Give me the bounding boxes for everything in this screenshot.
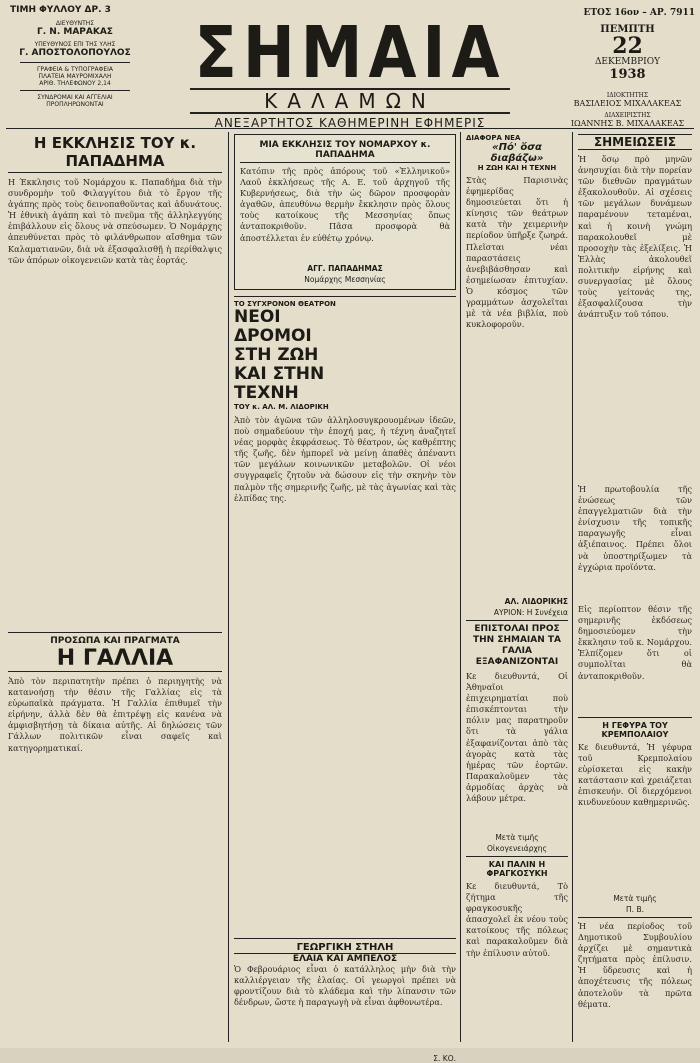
col4-headline: ΣΗΜΕΙΩΣΕΙΣ [578, 134, 692, 150]
col2-sub-headline: ΕΛΑΙΑ ΚΑΙ ΑΜΠΕΛΟΣ [292, 954, 398, 964]
offices-address: ΠΛΑΤΕΙΑ ΜΑΥΡΟΜΙΧΑΛΗ [38, 73, 112, 80]
owner-label: ΙΔΙΟΚΤΗΤΗΣ [606, 92, 649, 99]
editor-name: Γ. ΑΠΟΣΤΟΛΟΠΟΥΛΟΣ [19, 48, 131, 58]
phone: ΑΡΙΘ. ΤΗΛΕΦΩΝΟΥ 2,14 [39, 80, 111, 87]
article-body: Ἀπὸ τὸν ἀγῶνα τῶν ἀλληλοσυγκρουομένων ἰδεῶν, ποὺ σημαδεύουν τὴν ἐποχή μας, ἡ τέχνη ἀναζητεῖ νέας μορφὰς ἐκφράσεως. Τὸ θέατρον, ὡς καθρέπτης τῆς ζωῆς, δὲν ἠμπορεῖ νὰ μείνῃ ἀπαθὲς ἀπέναντι τῶν μεγάλων κοινωνικῶν μεταβολῶν. Οἱ νέοι συγγραφεῖς ζητοῦν νὰ δώσουν εἰς τὴν σκηνὴν τὸν παλμὸν τῆς σημερινῆς ζωῆς, μὲ τὰς ἀγωνίας καὶ τὰς ἐλπίδας της. [234, 415, 456, 503]
col4-body: Ἠ ὅσῳ πρὸ μηνῶν ἀνησυχίαι διὰ τὴν πορείαν τῶν διεθνῶν πραγμάτων ἐξακολουθοῦν. Αἱ σχέσεις τῶν μεγάλων δυνάμεων παραμένουν τεταμέναι, καὶ ἡ κοινὴ γνώμη παρακολουθεῖ μὲ προσοχὴν τὰς ἐξελίξεις. Ἡ Ἑλλὰς ἀκολουθεῖ πολιτικὴν εἰρήνης καὶ συνεργασίας μὲ ὅλους τοὺς γείτονάς της, ἐξασφαλίζουσα τὴν ἀνάπτυξιν τοῦ τόπου. [578, 154, 692, 320]
issue-year: 1938 [609, 67, 646, 82]
box-headline: ΜΙΑ ΕΚΚΛΗΣΙΣ ΤΟΥ ΝΟΜΑΡΧΟΥ κ. ΠΑΠΑΔΗΜΑ [240, 140, 450, 163]
director-name: Γ. Ν. ΜΑΡΑΚΑΣ [37, 27, 113, 37]
col4-body4: Ἡ νέα περίοδος τοῦ Δημοτικοῦ Συμβουλίου ἀρχίζει μὲ σημαντικὰ ζητήματα πρὸς ἐπίλυσιν. Ἡ ὕδρευσις καὶ ἡ ἀποχέτευσις τῆς πόλεως ἀποτελοῦν τὰ πρῶτα θέματα. [578, 921, 692, 1009]
col4-sub-sign: Μετὰ τιμῆς [613, 894, 657, 903]
col3-headline: «Πό' ὅσα διαβάζω» [490, 142, 544, 164]
editor-label: ΥΠΕΥΘΥΝΟΣ ΕΠΙ ΤΗΣ ΥΛΗΣ [34, 41, 116, 48]
col4-sub-headline: Η ΓΕΦΥΡΑ ΤΟΥ ΚΡΕΜΠΟΛΑΙΟΥ [601, 721, 669, 739]
col4-sub-body: Κε διευθυντά, Ἡ γέφυρα τοῦ Κρεμπολαίου εὑρίσκεται εἰς κακὴν κατάστασιν καὶ χρειάζεται ἐπισκευήν. Οἱ διερχόμενοι κινδυνεύουν καθημερινῶς. [578, 742, 692, 808]
col2-sub-sign: Σ. ΚΟ. [433, 1054, 456, 1063]
box-body: Κατόπιν τῆς πρὸς ἀπόρους τοῦ «Ἑλληνικοῦ» Λαοῦ ἐκκλήσεως τῆς Α. Ε. τοῦ ἀρχηγοῦ τῆς Κυβερνήσεως, διὰ τὴν ὡς δῶρον προσφορὰν ἀγαθῶν, ἀπευθύνω θερμὴν ἔκκλησιν πρὸς ὅλους τοὺς κατοίκους τῆς Μεσσηνίας ὅπως ἀνταποκριθοῦν. Πᾶσα προσφορὰ θὰ ἀποστέλλεται ἐν εὐθέτῳ χρόνῳ. [240, 166, 450, 243]
col4-body2: Ἡ πρωτοβουλία τῆς ἑνώσεως τῶν ἐπαγγελματιῶν διὰ τὴν ἐνίσχυσιν τῆς τοπικῆς παραγωγῆς εἶναι ἀξιέπαινος. Πρέπει ὅλοι νὰ ὑποστηρίξωμεν τὰ ἐγχώρια προϊόντα. [578, 484, 692, 572]
column-2 [234, 134, 456, 1063]
col1-headline: Η ΕΚΚΛΗΣΙΣ ΤΟΥ κ. ΠΑΠΑΔΗΜΑ [8, 134, 222, 173]
letter-headline: ΕΠΙΣΤΟΛΑΙ ΠΡΟΣ ΤΗΝ ΣΗΜΑΙΑΝ ΤΑ ΓΑΛΙΑ ΕΞΑΦΑΝΙΖΟΝΤΑΙ [472, 624, 562, 667]
newspaper-subtitle: ΚΑΛΑΜΩΝ [190, 88, 510, 114]
manager-name: ΙΩΑΝΝΗΣ Β. ΜΙΧΑΛΑΚΕΑΣ [570, 119, 685, 128]
col2-sub-label: ΓΕΩΡΓΙΚΗ ΣΤΗΛΗ [234, 942, 456, 954]
offices-label: ΓΡΑΦΕΙΑ & ΤΥΠΟΓΡΑΦΕΙΑ [37, 66, 113, 73]
letter-sign: Μετὰ τιμῆς [495, 833, 539, 842]
column-4 [578, 134, 692, 1009]
article-author: ΤΟΥ κ. ΑΛ. Μ. ΛΙΔΟΡΙΚΗ [234, 403, 329, 411]
col3-sign: ΑΛ. ΛΙΔΟΡΙΚΗΣ [504, 597, 568, 606]
masthead [190, 10, 510, 130]
col3-sub-body: Κε διευθυντά, Τὸ ζήτημα τῆς φραγκοσυκῆς ἀπασχολεῖ ἐκ νέου τοὺς κατοίκους τῆς πόλεως καὶ παρακαλοῦμεν διὰ τὴν ἐπίλυσιν αὐτοῦ. [466, 881, 568, 958]
year-issue: ΕΤΟΣ 16ον – ΑΡ. 7911 [583, 8, 695, 18]
header-left-block [10, 6, 140, 108]
director-label: ΔΙΕΥΘΥΝΤΗΣ [55, 20, 95, 27]
column-3 [466, 134, 568, 1001]
col1-sub-label: ΠΡΟΣΩΠΑ ΚΑΙ ΠΡΑΓΜΑΤΑ [50, 636, 180, 646]
ads-label: ΣΥΝΔΡΟΜΑΙ ΚΑΙ ΑΓΓΕΛΙΑΙ [37, 94, 113, 101]
issue-month: ΔΕΚΕΜΒΡΙΟΥ [594, 57, 661, 67]
column-1 [8, 134, 222, 1062]
header-right-block [560, 8, 695, 132]
letter-sign2: Οἰκογενειάρχης [487, 844, 547, 853]
col3-label: ΔΙΑΦΟΡΑ ΝΕΑ [466, 134, 521, 142]
issue-date: 22 [612, 33, 643, 59]
ads-note: ΠΡΟΠΛΗΡΩΝΟΝΤΑΙ [46, 101, 104, 108]
col3-body: Στὰς Παρισινὰς ἐφημερίδας δημοσιεύεται ὅτι ἡ κίνησις τῶν θεάτρων κατὰ τὴν χειμερινὴν περίοδον ὑπῆρξε ζωηρά. Πλεῖσται νέαι παραστάσεις ἀνεβιβάσθησαν καὶ ἐσημείωσαν ἐπιτυχίαν. Ὁ κόσμος τῶν γραμμάτων ἀσχολεῖται μὲ τὰ νέα βιβλία, ποὺ κυκλοφοροῦν. [466, 175, 568, 330]
col1-sub-headline: Η ΓΑΛΛΙΑ [8, 646, 222, 672]
nomarch-appeal-box [234, 134, 456, 290]
col3-subhead: Η ΖΩΗ ΚΑΙ Η ΤΕΧΝΗ [477, 164, 557, 172]
col1-sub-body: Ἀπὸ τὸν περιπατητὴν πρέπει ὁ περιηγητὴς νὰ κατανοήσῃ τὴν θέσιν τῆς Γαλλίας εἰς τὰ εὐρωπαϊκὰ πράγματα. Ἡ Γαλλία ἐπιθυμεῖ τὴν εἰρήνην, ἀλλὰ δὲν θὰ ἐπιτρέψῃ εἰς κανένα νὰ ἀμφισβητήσῃ τὰ δίκαια αὐτῆς. Αἱ δηλώσεις τῶν Γάλλων πολιτικῶν εἶναι σαφεῖς καὶ κατηγορηματικαί. [8, 676, 222, 753]
col2-sub-body: Ὁ Φεβρουάριος εἶναι ὁ κατάλληλος μὴν διὰ τὴν καλλιέργειαν τῆς ἐλαίας. Οἱ γεωργοὶ πρέπει νὰ φροντίζουν διὰ τὸ κλάδεμα καὶ τὴν λίπανσιν τῶν δένδρων, ὥστε ἡ παραγωγὴ νὰ εἶναι ἀφθονωτέρα. [234, 964, 456, 1008]
issue-day: ΠΕΜΠΤΗ [600, 24, 655, 35]
col1-body: Η Έκκλησις τοῦ Νομάρχου κ. Παπαδήμα διὰ τὴν συνδρομὴν τοῦ Φιλαγγίτου διὰ τὸ ἔργον τῆς ἀγάπης πρὸς τοὺς δεινοπαθοῦντας καὶ ἀδυνάτους. Ἡ ἐθνικὴ ἀγάπη καὶ τὸ πνεῦμα τῆς ἀλληλεγγύης ἐπιβάλλουν εἰς ὅλους νὰ σπεύσωμεν. Ὁ Νομάρχης ἀπευθύνεται πρὸς τὸ φιλάνθρωπον αἴσθημα τῶν Καλαματιανῶν, διὰ νὰ ἐξασφαλισθῇ ἡ περίθαλψις τῶν ἀπόρων οἰκογενειῶν κατὰ τὰς ἑορτάς. [8, 177, 222, 265]
box-sign: ΑΓΓ. ΠΑΠΑΔΗΜΑΣ [307, 264, 383, 273]
owner-name: ΒΑΣΙΛΕΙΟΣ ΜΙΧΑΛΑΚΕΑΣ [573, 99, 682, 108]
manager-label: ΔΙΑΧΕΙΡΙΣΤΗΣ [604, 112, 651, 119]
col4-body3: Εἰς περίοπτον θέσιν τῆς σημερινῆς ἐκδόσεως δημοσιεύομεν τὴν ἔκκλησιν τοῦ κ. Νομάρχου. Ἐλπίζομεν ὅτι οἱ συμπολῖται θὰ ἀνταποκριθοῦν. [578, 604, 692, 681]
newspaper-title: ΣΗΜΑΙΑ [194, 10, 506, 95]
newspaper-tagline: ΑΝΕΞΑΡΤΗΤΟΣ ΚΑΘΗΜΕΡΙΝΗ ΕΦΗΜΕΡΙΣ [214, 116, 486, 130]
box-sign-role: Νομάρχης Μεσσηνίας [304, 275, 386, 284]
article-headline: ΝΕΟΙ ΔΡΟΜΟΙ ΣΤΗ ΖΩΗ ΚΑΙ ΣΤΗΝ ΤΕΧΝΗ [234, 307, 325, 403]
col3-sign-date: ΑΥΡΙΟΝ: Η Συνέχεια [493, 608, 568, 617]
col4-sub-sign2: Π. Β. [626, 905, 644, 914]
price: ΤΙΜΗ ΦΥΛΛΟΥ ΔΡ. 3 [10, 5, 111, 15]
col3-sub-headline: ΚΑΙ ΠΑΛΙΝ Η ΦΡΑΓΚΟΣΥΚΗ [486, 860, 548, 878]
letter-body: Κε διευθυντά, Οἱ Ἀθηναῖοι ἐπιχειρηματίαι ποὺ ἐπισκέπτονται τὴν πόλιν μας παρατηροῦν ὅτι τὰ γάλια ἐξαφανίζονται ἀπὸ τὰς ἀγορὰς κατὰ τὰς ἡμέρας τῶν ἑορτῶν. Παρακαλοῦμεν τὰς ἁρμοδίας ἀρχὰς νὰ λάβουν μέτρα. [466, 671, 568, 804]
article-label: ΤΟ ΣΥΓΧΡΟΝΟΝ ΘΕΑΤΡΟΝ [234, 300, 336, 308]
